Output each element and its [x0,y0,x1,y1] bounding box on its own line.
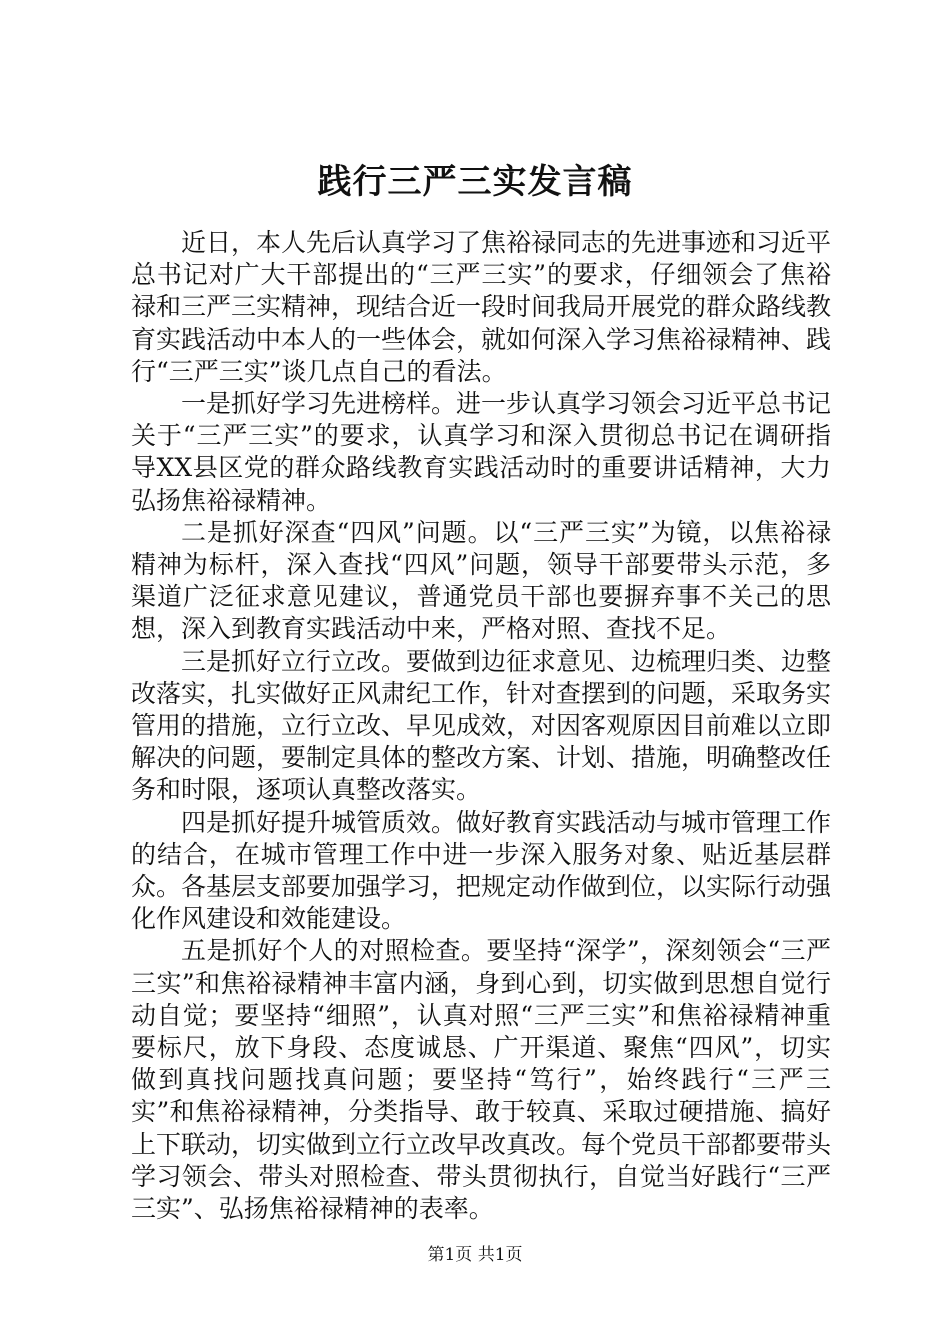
paragraph-point-3: 三是抓好立行立改。要做到边征求意见、边梳理归类、边整改落实，扎实做好正风肃纪工作，针对查摆到的问题，采取务实管用的措施，立行立改、早见成效，对因客观原因目前难以立即解决的问题，要制定具体的整改方案、计划、措施，明确整改任务和时限，逐项认真整改落实。 [131,646,832,805]
paragraph-point-4: 四是抓好提升城管质效。做好教育实践活动与城市管理工作的结合，在城市管理工作中进一步深入服务对象、贴近基层群众。各基层支部要加强学习，把规定动作做到位，以实际行动强化作风建设和效能建设。 [131,807,832,934]
document-title: 践行三严三实发言稿 [317,162,633,202]
paragraph-point-1: 一是抓好学习先进榜样。进一步认真学习领会习近平总书记关于“三严三实”的要求，认真学习和深入贯彻总书记在调研指导XX县区党的群众路线教育实践活动时的重要讲话精神，大力弘扬焦裕禄精神。 [131,389,832,515]
paragraph-point-5: 五是抓好个人的对照检查。要坚持“深学”，深刻领会“三严三实”和焦裕禄精神丰富内涵，身到心到，切实做到思想自觉行动自觉；要坚持“细照”，认真对照“三严三实”和焦裕禄精神重要标尺，放下身段、态度诚恳、广开渠道、聚焦“四风”，切实做到真找问题找真问题；要坚持“笃行”，始终践行“三严三实”和焦裕禄精神，分类指导、敢于较真、采取过硬措施、搞好上下联动，切实做到立行立改早改真改。每个党员干部都要带头学习领会、带头对照检查、带头贯彻执行，自觉当好践行“三严三实”、弘扬焦裕禄精神的表率。 [131,936,832,1224]
paragraph-intro: 近日，本人先后认真学习了焦裕禄同志的先进事迹和习近平总书记对广大干部提出的“三严三实”的要求，仔细领会了焦裕禄和三严三实精神，现结合近一段时间我局开展党的群众路线教育实践活动中本人的一些体会，就如何深入学习焦裕禄精神、践行“三严三实”谈几点自己的看法。 [131,228,832,386]
page-footer: 第1页 共1页 [427,1245,523,1265]
paragraph-point-2: 二是抓好深查“四风”问题。以“三严三实”为镜，以焦裕禄精神为标杆，深入查找“四风”问题，领导干部要带头示范，多渠道广泛征求意见建议，普通党员干部也要摒弃事不关己的思想，深入到教育实践活动中来，严格对照、查找不足。 [131,517,831,644]
document-body [131,227,831,1225]
